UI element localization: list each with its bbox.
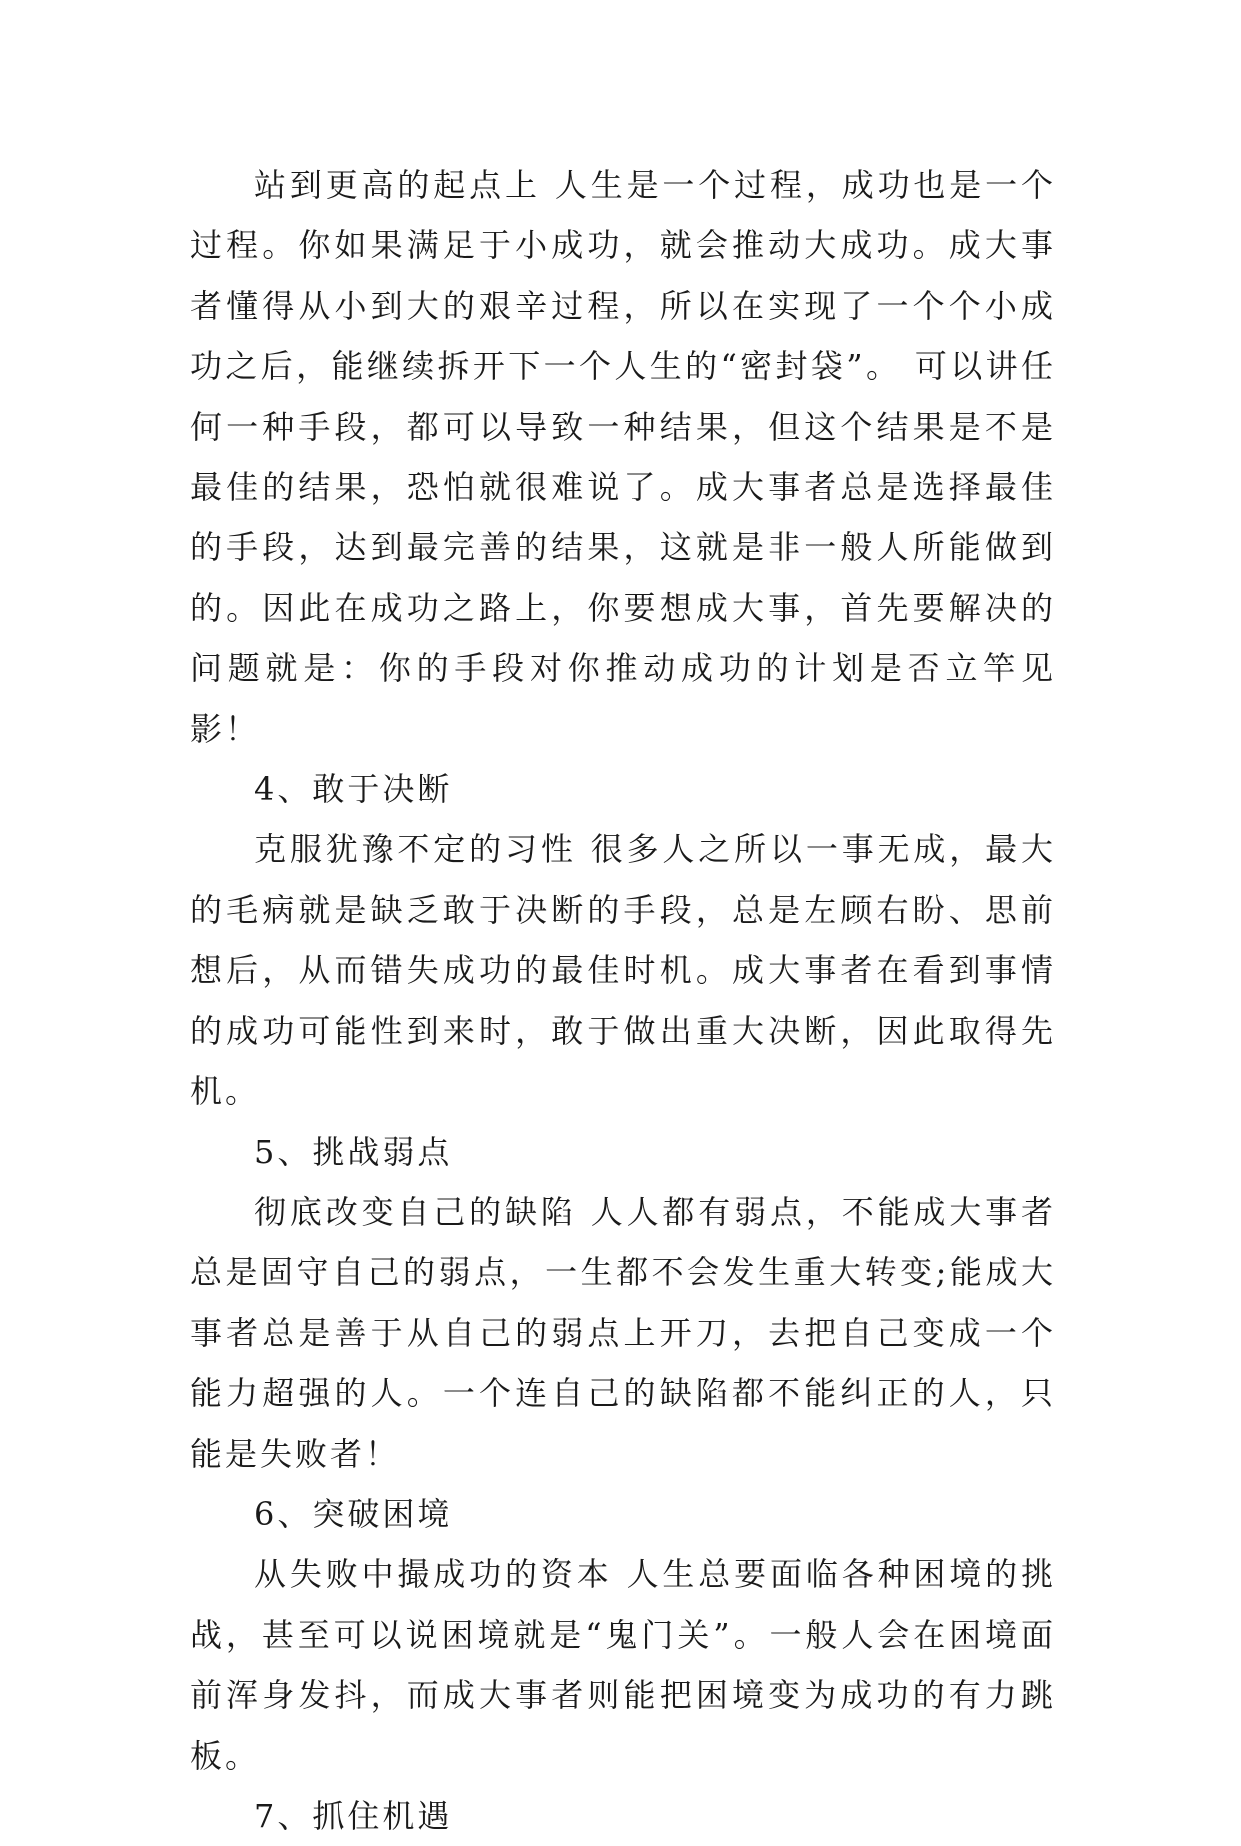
heading-decisiveness: 4、敢于决断: [254, 770, 453, 809]
paragraph-decisiveness: 克服犹豫不定的习性 很多人之所以一事无成，最大的毛病就是缺乏敢于决断的手段，总是左顾右盼、思前想后，从而错失成功的最佳时机。成大事者在看到事情的成功可能性到来时，敢于做出重大决断，因此取得先机。: [190, 830, 1056, 1111]
heading-breakthrough: 6、突破困境: [254, 1494, 453, 1533]
paragraph-starting-point: 站到更高的起点上 人生是一个过程，成功也是一个过程。你如果满足于小成功，就会推动大成功。成大事者懂得从小到大的艰辛过程，所以在实现了一个个小成功之后，能继续拆开下一个人生的“密封袋”。 可以讲任何一种手段，都可以导致一种结果，但这个结果是不是最佳的结果，恐怕就很难说了。成大事者总是选择最佳的手段，达到最完善的结果，这就是非一般人所能做到的。因此在成功之路上，你要想成大事，首先要解决的问题就是：你的手段对你推动成功的计划是否立竿见影！: [190, 166, 1056, 748]
paragraph-breakthrough: 从失败中撮成功的资本 人生总要面临各种困境的挑战，甚至可以说困境就是“鬼门关”。一般人会在困境面前浑身发抖，而成大事者则能把困境变为成功的有力跳板。: [190, 1555, 1056, 1775]
document-body: [190, 155, 1056, 1846]
paragraph-weakness: 彻底改变自己的缺陷 人人都有弱点，不能成大事者总是固守自己的弱点，一生都不会发生重大转变;能成大事者总是善于从自己的弱点上开刀，去把自己变成一个能力超强的人。一个连自己的缺陷都不能纠正的人，只能是失败者！: [190, 1192, 1056, 1473]
heading-opportunity: 7、抓住机遇: [254, 1796, 453, 1835]
heading-weakness: 5、挑战弱点: [254, 1132, 453, 1171]
